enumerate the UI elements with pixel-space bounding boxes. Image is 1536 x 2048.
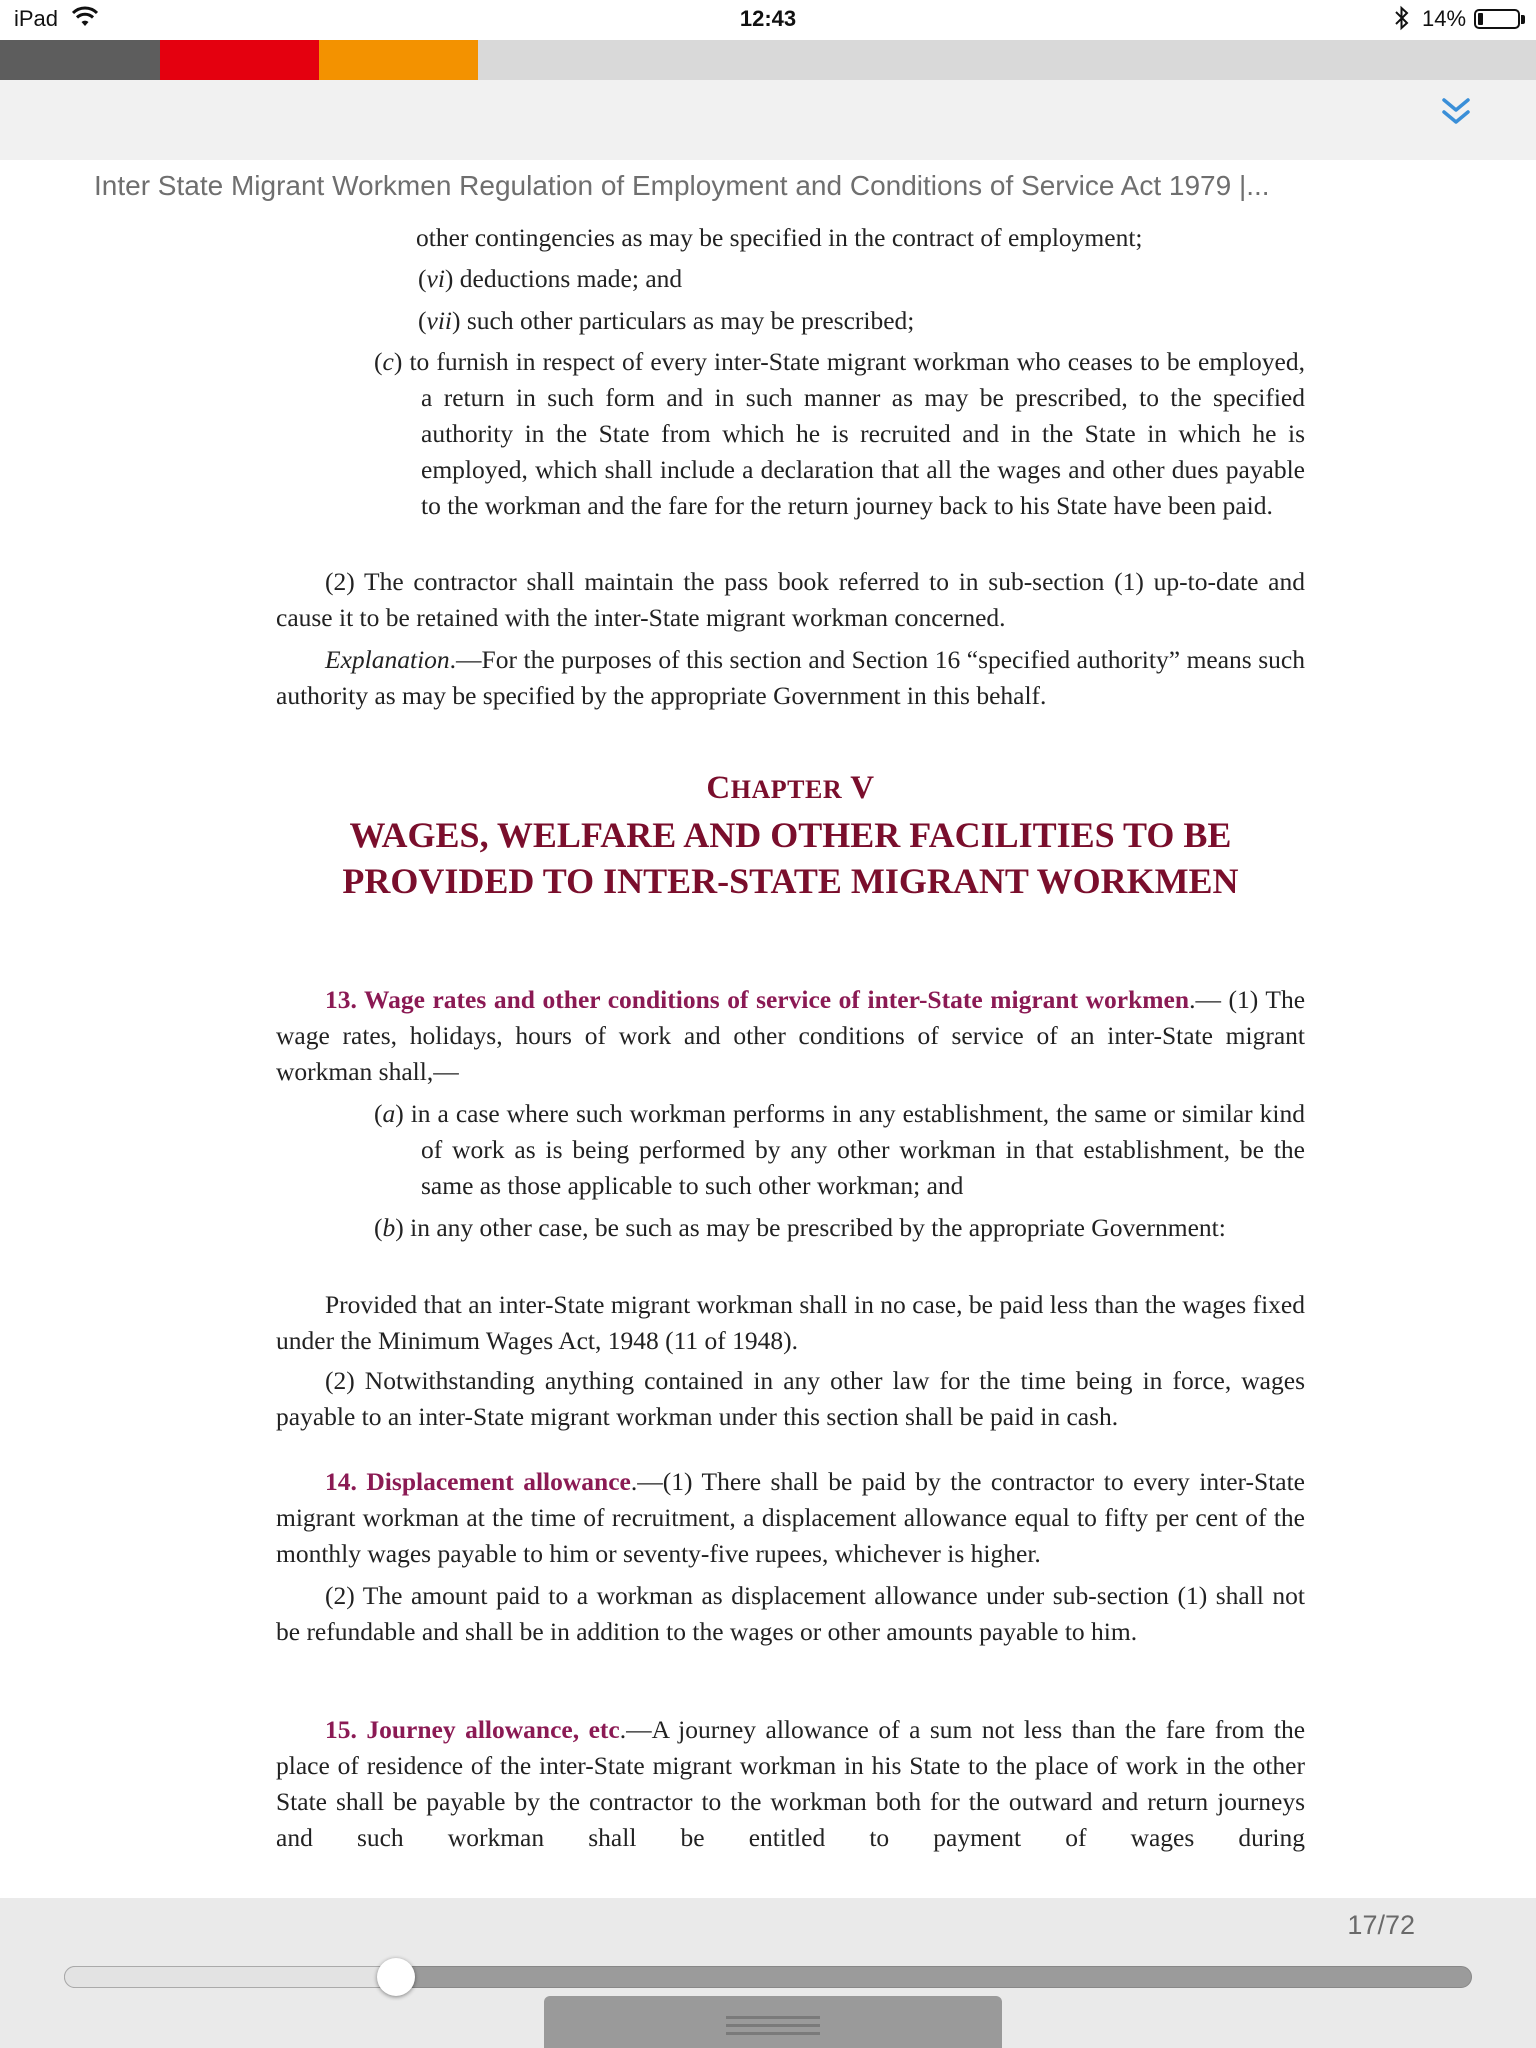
explanation-text: .—For the purposes of this section and Section 16 “specified authority” means such authority as may be specified by the appropriate Government in this behalf. bbox=[276, 645, 1305, 710]
collapse-chevron-icon[interactable] bbox=[1436, 92, 1476, 132]
section-heading-text: 15. Journey allowance, etc bbox=[325, 1715, 620, 1744]
text-line: other contingencies as may be specified in the contract of employment; bbox=[416, 223, 1143, 252]
reader-toolbar bbox=[0, 80, 1536, 160]
list-text: deductions made; and bbox=[459, 264, 683, 293]
color-bar bbox=[0, 40, 1536, 80]
clause-a: (a) in a case where such workman performs in any establishment, the same or similar kind of work as is being performed by any other workman in that establishment, be the same as those applicable to such other workman; and bbox=[374, 1099, 1305, 1200]
list-item-vii: (vii) such other particulars as may be prescribed; bbox=[418, 306, 915, 335]
clause-b: (b) in any other case, be such as may be prescribed by the appropriate Government: bbox=[374, 1213, 1226, 1242]
list-number: vi bbox=[426, 264, 445, 293]
list-item-vi: (vi) deductions made; and bbox=[418, 264, 683, 293]
battery-nub bbox=[1521, 15, 1525, 24]
clause-letter: b bbox=[382, 1213, 396, 1242]
paragraph: (2) The contractor shall maintain the pass book referred to in sub-section (1) up-to-date and cause it to be retained with the inter-State migrant workman concerned. bbox=[276, 567, 1305, 632]
clock: 12:43 bbox=[739, 6, 797, 31]
proviso-paragraph: Provided that an inter-State migrant workman shall in no case, be paid less than the wages fixed under the Minimum Wages Act, 1948 (11 of 1948). bbox=[276, 1290, 1305, 1355]
handle-grip-line bbox=[726, 2016, 820, 2019]
section-heading-dash: .— bbox=[1189, 985, 1221, 1014]
paragraph: (2) Notwithstanding anything contained in any other law for the time being in force, wages payable to an inter-State migrant workman under this section shall be paid in cash. bbox=[276, 1366, 1305, 1431]
chapter-numeral: V bbox=[850, 770, 875, 806]
bluetooth-icon bbox=[1392, 4, 1412, 39]
clause-letter: a bbox=[382, 1099, 396, 1128]
chapter-word-rest: HAPTER bbox=[730, 775, 843, 804]
section-text: .—(1) There shall be paid by the contractor to every inter-State migrant workman at the time of recruitment, a displacement allowance equal to fifty per cent of the monthly wages payable to him or seventy-five rupees, whichever is higher. bbox=[276, 1467, 1306, 1568]
clause-text: in a case where such workman performs in any establishment, the same or similar kind of work as is being performed by any other workman in that establishment, be the same as those applicable to such other workman; and bbox=[410, 1099, 1305, 1200]
battery-level bbox=[1478, 13, 1483, 25]
page-scrubber-progress bbox=[64, 1966, 396, 1988]
clause-letter: c bbox=[382, 347, 394, 376]
chapter-title-line: WAGES, WELFARE AND OTHER FACILITIES TO BE bbox=[349, 815, 1232, 855]
document-title: Inter State Migrant Workmen Regulation of Employment and Conditions of Service Act 1979 |... bbox=[94, 170, 1270, 201]
paragraph: (2) The amount paid to a workman as displacement allowance under sub-section (1) shall not be refundable and shall be in addition to the wages or other amounts payable to him. bbox=[276, 1581, 1305, 1646]
clause-text: in any other case, be such as may be prescribed by the appropriate Government: bbox=[410, 1213, 1226, 1242]
section-heading-text: 14. Displacement allowance bbox=[325, 1467, 631, 1496]
color-bar-segment-1 bbox=[0, 40, 160, 80]
section-text: (1) The wage rates, holidays, hours of work and other conditions of service of an inter-State migrant workman shall,— bbox=[276, 985, 1306, 1086]
color-bar-segment-3 bbox=[319, 40, 478, 80]
handle-grip-line bbox=[726, 2032, 820, 2035]
color-bar-segment-2 bbox=[160, 40, 319, 80]
section-13-heading bbox=[276, 982, 1305, 1090]
device-name: iPad bbox=[14, 6, 59, 31]
chapter-title bbox=[276, 812, 1305, 904]
section-15-paragraph bbox=[276, 1712, 1305, 1856]
bottom-panel-handle[interactable] bbox=[544, 1996, 1002, 2048]
section-14-paragraph bbox=[276, 1464, 1305, 1572]
section-heading-text: 13. Wage rates and other conditions of service of inter-State migrant workmen bbox=[325, 985, 1190, 1014]
explanation-label: Explanation bbox=[325, 645, 450, 674]
section-text: .—A journey allowance of a sum not less than the fare from the place of residence of the inter-State migrant workman in his State to the place of work in the other State shall be payable by the contractor to the workman both for the outward and return journeys and such workman shall be entitled to payment of wages during bbox=[276, 1715, 1306, 1852]
list-text: such other particulars as may be prescribed; bbox=[466, 306, 915, 335]
clause-text: to furnish in respect of every inter-State migrant workman who ceases to be employed, a return in such form and in such manner as may be prescribed, to the specified authority in the State from which he is recruited and in the State in which he is employed, which shall include a declaration that all the wages and other dues payable to the workman and the fare for the return journey back to his State have been paid. bbox=[409, 347, 1305, 520]
chapter-word-initial: C bbox=[706, 770, 731, 806]
page-counter: 17/72 bbox=[1347, 1910, 1415, 1940]
status-bar bbox=[0, 0, 1536, 40]
battery-percent: 14% bbox=[1422, 6, 1467, 31]
explanation-paragraph bbox=[276, 642, 1305, 714]
handle-grip-line bbox=[726, 2024, 820, 2027]
clause-c: (c) to furnish in respect of every inter-State migrant workman who ceases to be employed, a return in such form and in such manner as may be prescribed, to the specified authority in the State from which he is recruited and in the State in which he is employed, which shall include a declaration that all the wages and other dues payable to the workman and the fare for the return journey back to his State have been paid. bbox=[374, 347, 1305, 520]
chapter-number bbox=[276, 770, 1305, 807]
chapter-title-line: PROVIDED TO INTER-STATE MIGRANT WORKMEN bbox=[342, 861, 1239, 901]
battery-icon bbox=[1474, 9, 1520, 29]
list-number: vii bbox=[426, 306, 452, 335]
